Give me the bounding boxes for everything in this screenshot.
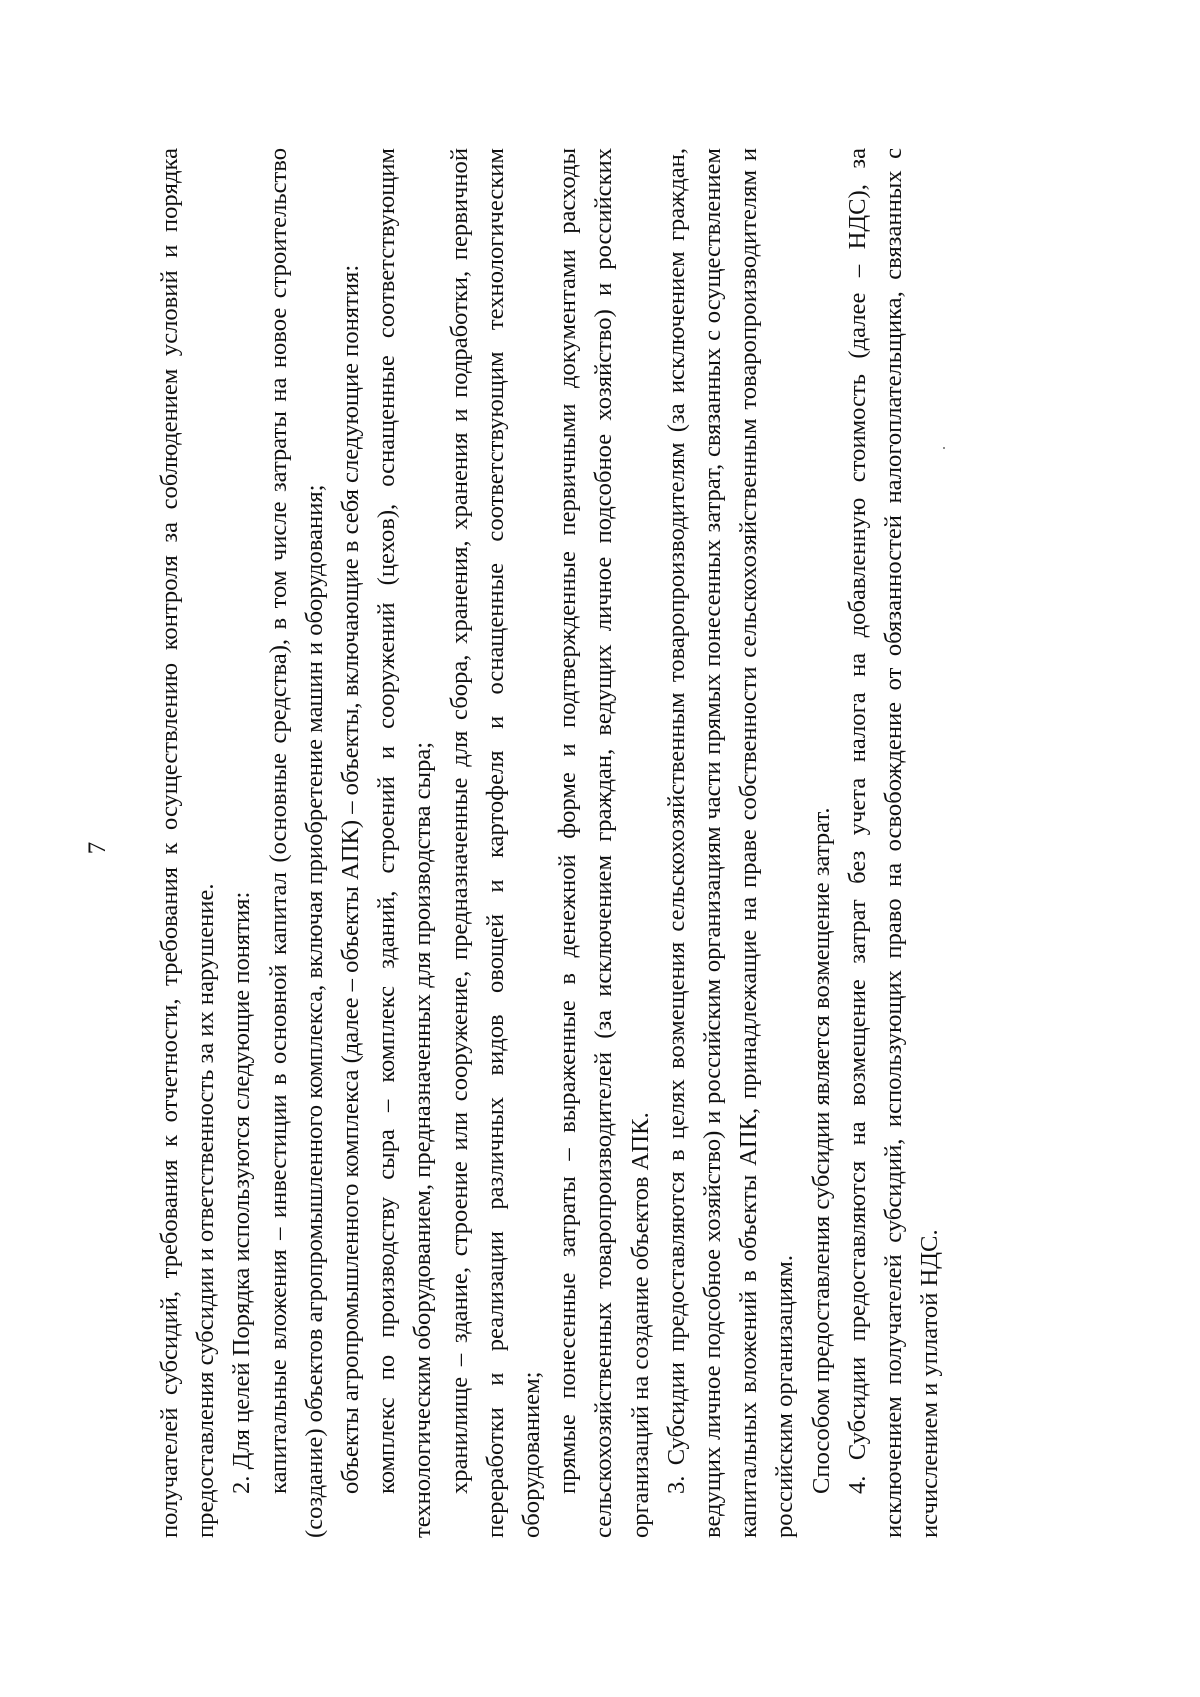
definition-capital-investments: капитальные вложения – инвестиции в основной капитал (основные средства), в том числе затраты на новое строительство (создание) объектов агропромышленного комплекса, включая приобретение машин и оборудования; xyxy=(264,148,328,1538)
document-body xyxy=(152,148,948,1538)
definition-storage: хранилище – здание, строение или сооружение, предназначенные для сбора, хранения, хранения и подработки, первичной переработки и реализации различных видов овощей и картофеля и оснащенные соответствующим технологическим оборудованием; xyxy=(445,148,546,1538)
paragraph-item-2: 2. Для целей Порядка используются следующие понятия: xyxy=(228,891,256,1494)
page-number: 7 xyxy=(84,841,111,855)
paragraph-item-4: 4. Субсидии предоставляются на возмещение затрат без учета налога на добавленную стоимость (далее – НДС), за исключением получателей субсидий, использующих право на освобождение от обязанностей налогоплательщика, связанных с исчислением и уплатой НДС. xyxy=(843,148,944,1538)
paragraph-item-3: 3. Субсидии предоставляются в целях возмещения сельскохозяйственным товаропроизводителям (за исключением граждан, ведущих личное подсобное хозяйство) и российским организациям части прямых понесенных затрат, связанных с осуществлением капитальных вложений в объекты АПК, принадлежащие на праве собственности сельскохозяйственным товаропроизводителям и российским организациям. xyxy=(662,148,799,1538)
definition-cheese-complex: комплекс по производству сыра – комплекс зданий, строений и сооружений (цехов), оснащенные соответствующим технологическим оборудованием, предназначенных для производства сыра; xyxy=(373,148,437,1538)
definition-apk-objects: объекты агропромышленного комплекса (далее – объекты АПК) – объекты, включающие в себя следующие понятия: xyxy=(337,264,365,1494)
paragraph-method: Способом предоставления субсидии является возмещение затрат. xyxy=(807,807,835,1494)
document-page xyxy=(60,88,1100,1608)
paragraph-continuation: получателей субсидий, требования к отчетности, требования к осуществлению контроля за соблюдением условий и порядка предоставления субсидии и ответственность за их нарушение. xyxy=(156,148,220,1538)
scan-speck xyxy=(943,447,945,449)
definition-direct-costs: прямые понесенные затраты – выраженные в денежной форме и подтвержденные первичными документами расходы сельскохозяйственных товаропроизводителей (за исключением граждан, ведущих личное подсобное хозяйство) и российских организаций на создание объектов АПК. xyxy=(554,148,654,1538)
